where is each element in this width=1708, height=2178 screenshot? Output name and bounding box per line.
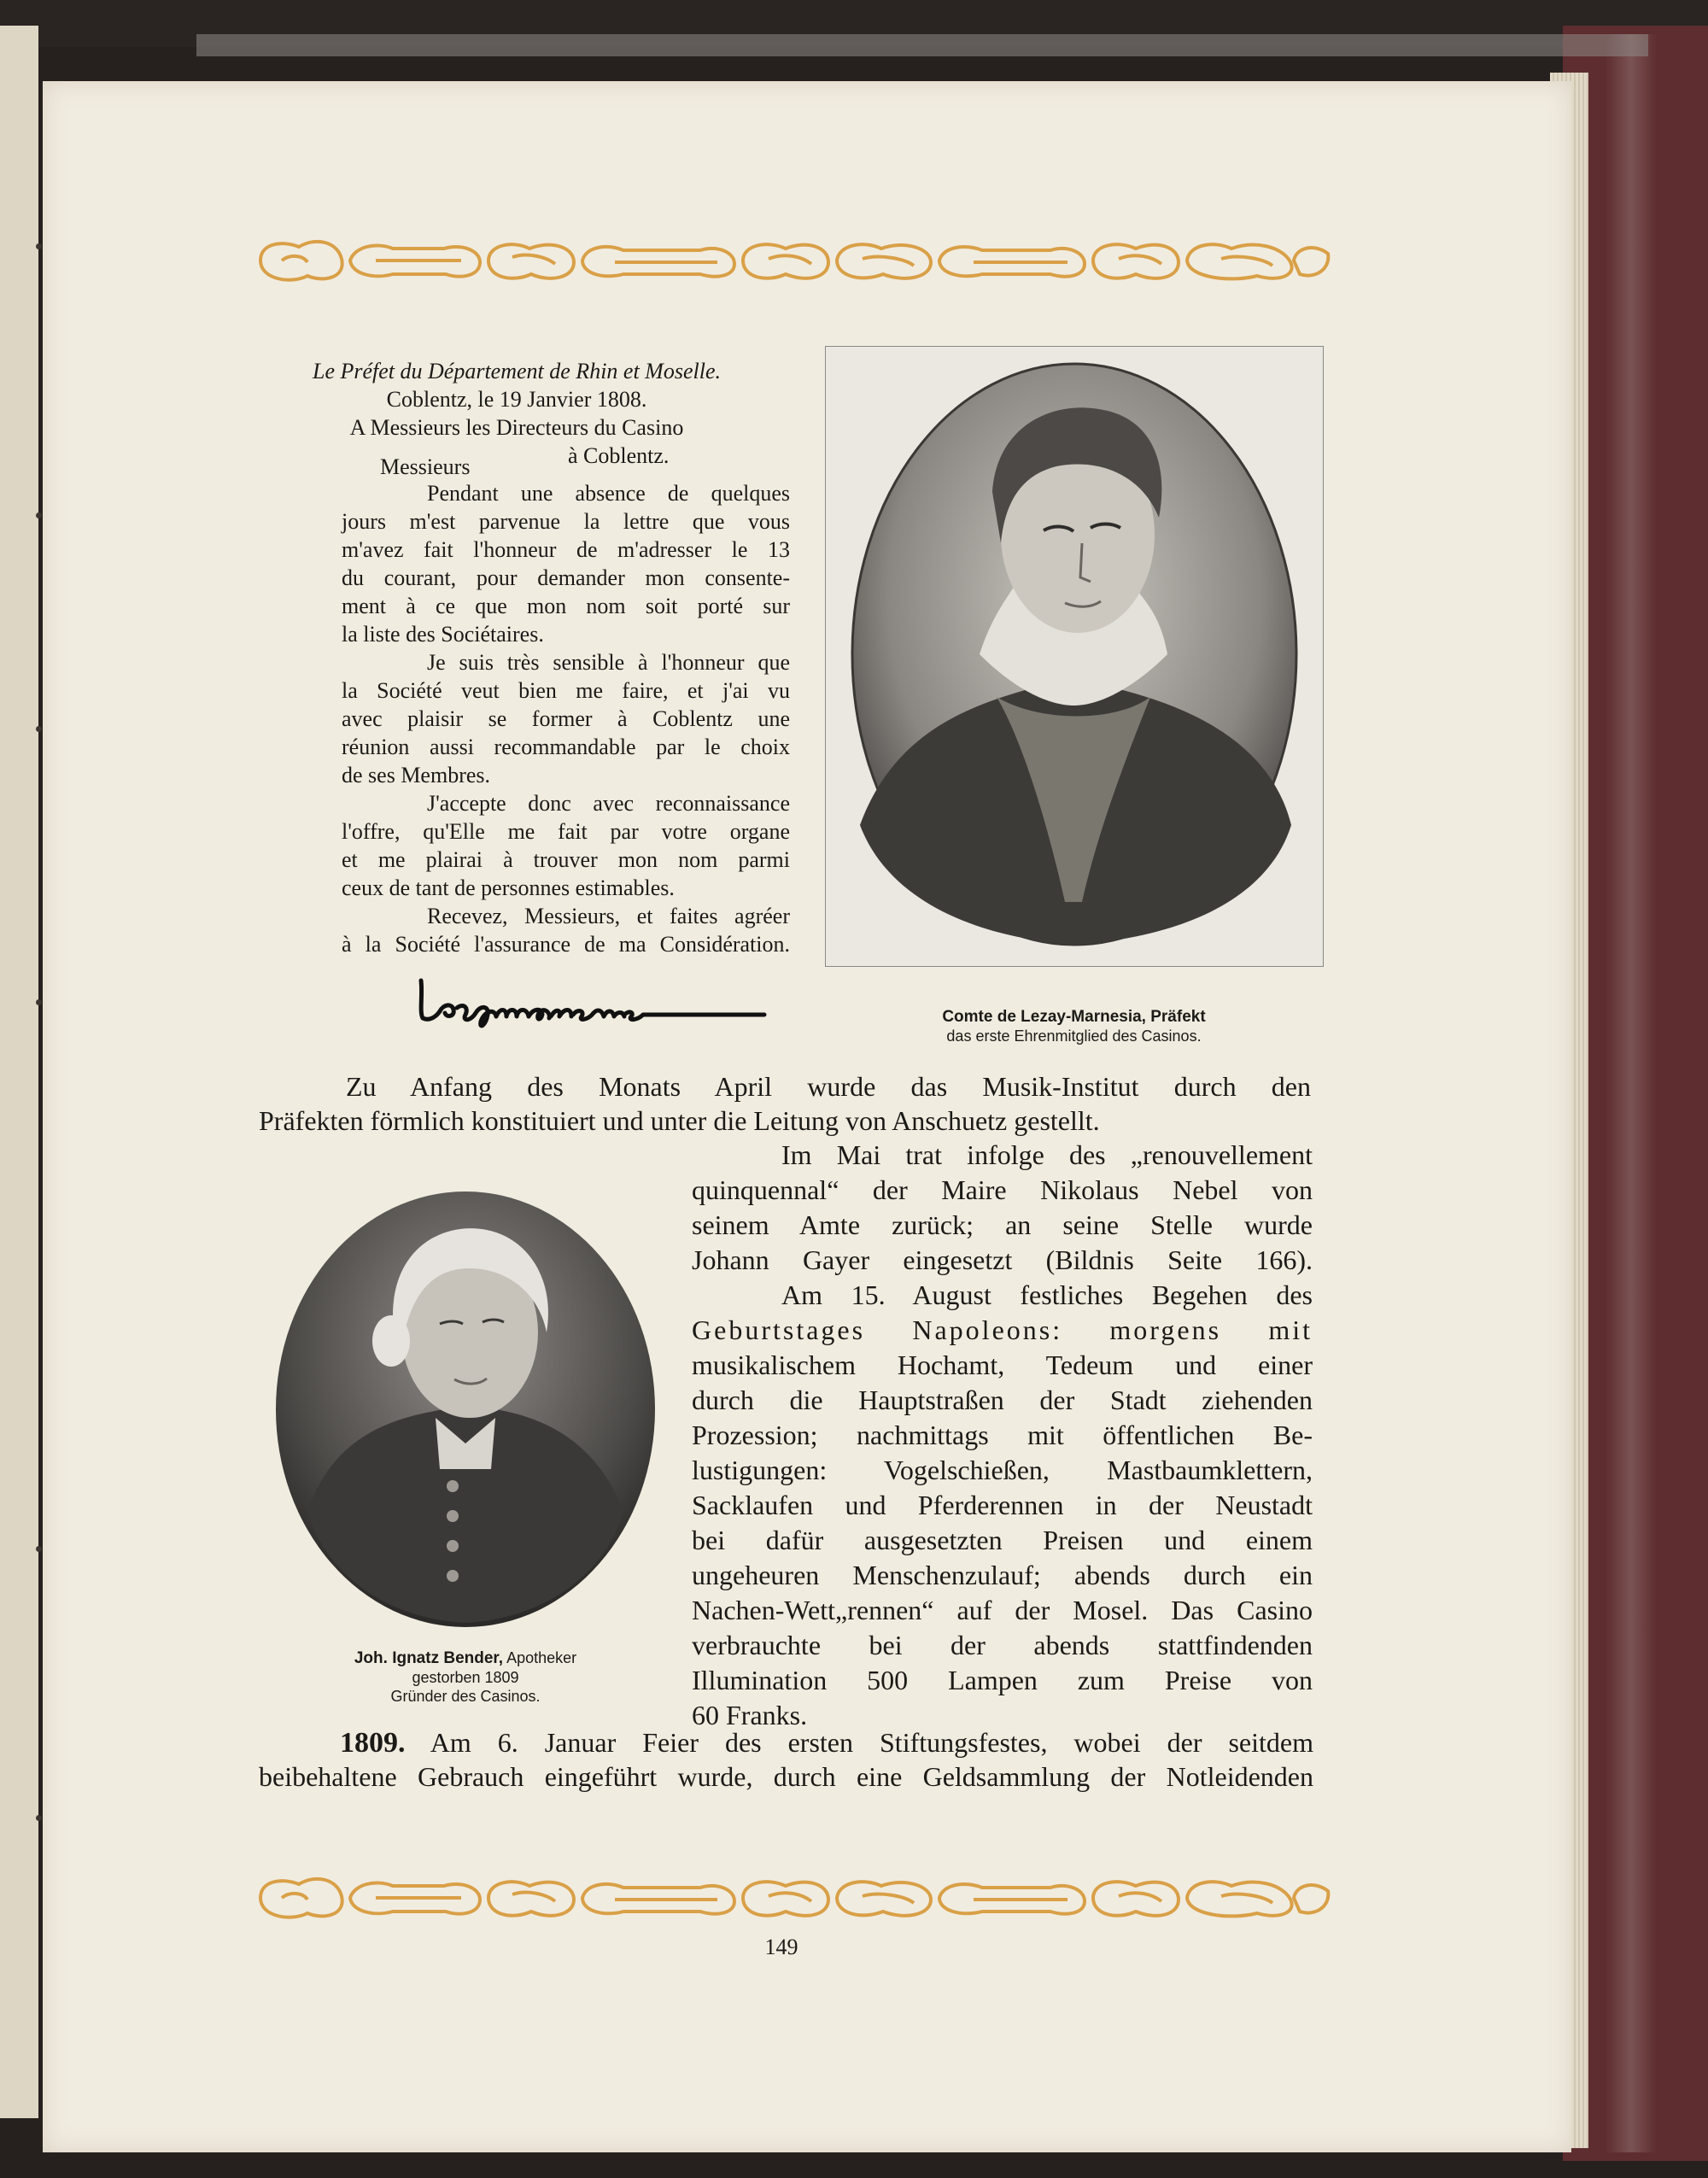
letter-line: la Société veut bien me faire, et j'ai vu <box>342 678 790 703</box>
body-line: Am 15. August festliches Begehen des <box>781 1279 1313 1310</box>
letter-address: A Messieurs les Directeurs du Casino <box>349 415 684 440</box>
portrait-bender <box>273 1187 658 1631</box>
letter-heading: Le Préfet du Département de Rhin et Moselle. <box>313 359 721 383</box>
top-ornament-border <box>256 235 1332 286</box>
cover-plastic-sheen <box>1606 34 1657 2152</box>
caption-lezay-sub: das erste Ehrenmitglied des Casinos. <box>946 1028 1202 1045</box>
body-line: bei dafür ausgesetzten Preisen und einem <box>692 1525 1313 1555</box>
body-column <box>692 1138 1313 1733</box>
letter-line: Je suis très sensible à l'honneur que <box>427 650 790 675</box>
body-line: musikalischem Hochamt, Tedeum und einer <box>692 1350 1313 1380</box>
body-line: Geburtstages Napoleons: morgens mit <box>692 1314 1313 1345</box>
binding-hole <box>36 999 42 1005</box>
left-page-edge <box>0 26 38 2118</box>
portrait-lezay-image <box>826 347 1323 966</box>
body-line: ungeheuren Menschenzulauf; abends durch ein <box>692 1560 1313 1590</box>
letter-line: ment à ce que mon nom soit porté sur <box>342 594 790 618</box>
caption-bender-name: Joh. Ignatz Bender, <box>354 1649 504 1667</box>
binding-hole <box>36 243 42 249</box>
letter-line: réunion aussi recommandable par le choix <box>342 735 790 759</box>
caption-bender <box>282 1648 649 1706</box>
caption-lezay-name: Comte de Lezay-Marnesia, Präfekt <box>942 1008 1206 1026</box>
binding-hole <box>36 726 42 732</box>
binding-hole <box>36 512 42 518</box>
letter-line: de ses Membres. <box>342 763 491 787</box>
body-line-1809 <box>340 1725 1313 1760</box>
caption-bender-line3: Gründer des Casinos. <box>390 1688 541 1705</box>
letter-line: et me plairai à trouver mon nom parmi <box>342 847 790 872</box>
letter-line: avec plaisir se former à Coblentz une <box>342 706 790 731</box>
letter-line: Recevez, Messieurs, et faites agréer <box>427 904 790 928</box>
bottom-ornament-border <box>256 1872 1332 1923</box>
body-line: Illumination 500 Lampen zum Preise von <box>692 1665 1313 1695</box>
body-line-full: beibehaltene Gebrauch eingeführt wurde, durch eine Geldsammlung der Notleidenden <box>259 1761 1313 1792</box>
body-line: durch die Hauptstraßen der Stadt ziehenden <box>692 1385 1313 1415</box>
letter-line: Pendant une absence de quelques <box>427 481 790 506</box>
caption-lezay <box>854 1007 1294 1045</box>
top-band <box>196 34 1648 56</box>
body-line: verbrauchte bei der abends stattfindenden <box>692 1630 1313 1660</box>
letter-line: du courant, pour demander mon consente- <box>342 565 790 590</box>
body-line: lustigungen: Vogelschießen, Mastbaumklettern, <box>692 1455 1313 1485</box>
year-heading: 1809. <box>340 1727 406 1759</box>
binding-hole <box>36 1815 42 1821</box>
body-line: Johann Gayer eingesetzt (Bildnis Seite 166). <box>692 1244 1313 1275</box>
body-line: Im Mai trat infolge des „renouvellement <box>781 1139 1313 1170</box>
body-line-1809-text: Am 6. Januar Feier des ersten Stiftungsfestes, wobei der seitdem <box>430 1727 1314 1758</box>
letter-dateline: Coblentz, le 19 Janvier 1808. <box>386 387 647 412</box>
letter-line: J'accepte donc avec reconnaissance <box>427 791 790 816</box>
letter-body <box>342 479 790 958</box>
body-line: Prozession; nachmittags mit öffentlichen Be- <box>692 1420 1313 1450</box>
letter-salutation: Messieurs <box>380 454 471 479</box>
portrait-bender-image <box>273 1187 658 1631</box>
letter-line: l'offre, qu'Elle me fait par votre organe <box>342 819 790 844</box>
page-number: 149 <box>764 1935 798 1959</box>
body-line: seinem Amte zurück; an seine Stelle wurde <box>692 1209 1313 1240</box>
body-line-full: Präfekten förmlich konstituiert und unter die Leitung von Anschuetz gestellt. <box>259 1105 1100 1136</box>
body-line: Nachen-Wett„rennen“ auf der Mosel. Das Casino <box>692 1595 1313 1625</box>
body-line-full: Zu Anfang des Monats April wurde das Musik-Institut durch den <box>346 1071 1311 1102</box>
portrait-lezay-marnesia <box>825 346 1324 967</box>
caption-bender-role: Apotheker <box>503 1649 577 1666</box>
letter-line: ceux de tant de personnes estimables. <box>342 875 675 900</box>
letter-line: m'avez fait l'honneur de m'adresser le 13 <box>342 537 790 562</box>
letter-line: à la Société l'assurance de ma Considération. <box>342 932 790 957</box>
body-line: quinquennal“ der Maire Nikolaus Nebel von <box>692 1174 1313 1205</box>
body-line: 60 Franks. <box>692 1700 808 1730</box>
binding-hole <box>36 1546 42 1552</box>
letter-line: la liste des Sociétaires. <box>342 622 544 647</box>
letter-address-city: à Coblentz. <box>568 443 670 468</box>
caption-bender-line2: gestorben 1809 <box>412 1669 519 1686</box>
body-line: Sacklaufen und Pferderennen in der Neustadt <box>692 1490 1313 1520</box>
handwritten-signature <box>414 974 773 1033</box>
letter-line: jours m'est parvenue la lettre que vous <box>342 509 790 534</box>
